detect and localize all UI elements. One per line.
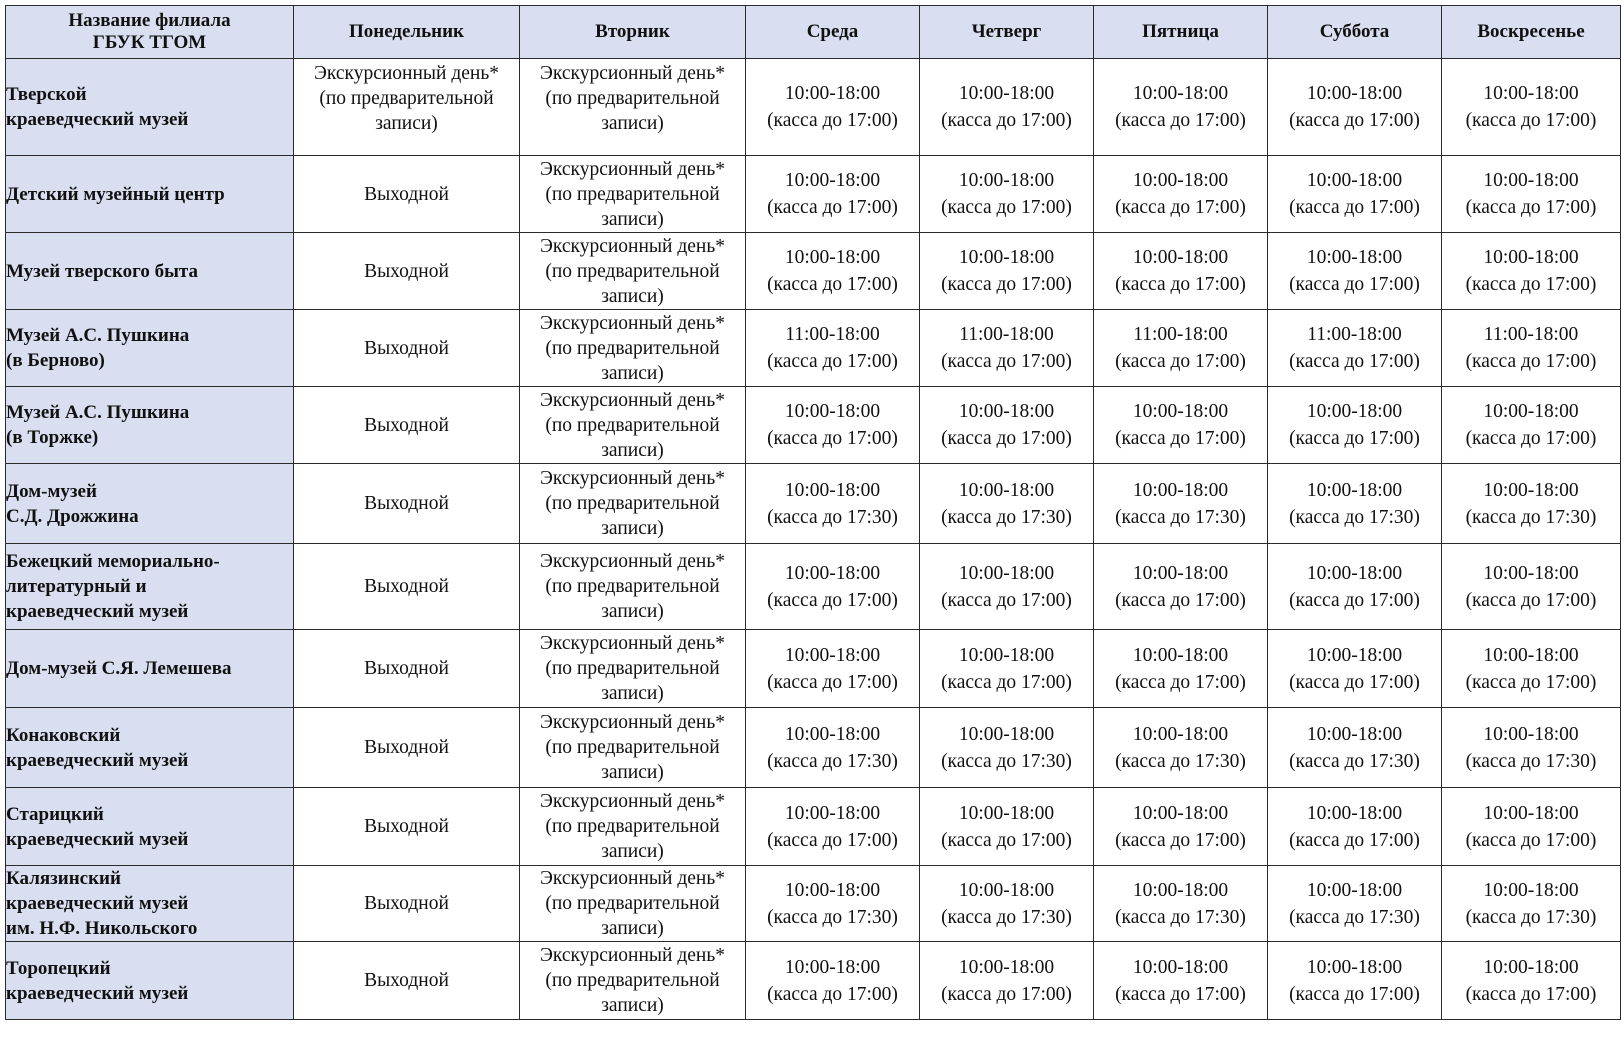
table-row [6,233,1621,310]
cell-saturday: 10:00-18:00 (касса до 17:30) [1268,464,1442,544]
cell-wednesday: 10:00-18:00 (касса до 17:00) [746,942,920,1020]
cell-saturday: 10:00-18:00 (касса до 17:30) [1268,708,1442,788]
cell-wednesday: 11:00-18:00 (касса до 17:00) [746,310,920,387]
cell-thursday: 10:00-18:00 (касса до 17:30) [920,708,1094,788]
cell-wednesday: 10:00-18:00 (касса до 17:00) [746,59,920,156]
cell-saturday: 10:00-18:00 (касса до 17:30) [1268,866,1442,942]
cell-sunday: 10:00-18:00 (касса до 17:00) [1442,942,1621,1020]
table-row [6,544,1621,630]
table-row [6,310,1621,387]
cell-thursday: 10:00-18:00 (касса до 17:00) [920,544,1094,630]
table-row [6,464,1621,544]
branch-name: Конаковский краеведческий музей [6,708,294,788]
cell-friday: 10:00-18:00 (касса до 17:30) [1094,708,1268,788]
cell-sunday: 10:00-18:00 (касса до 17:00) [1442,544,1621,630]
cell-thursday: 10:00-18:00 (касса до 17:00) [920,630,1094,708]
branch-name: Калязинский краеведческий музей им. Н.Ф. Никольского [6,866,294,942]
cell-saturday: 10:00-18:00 (касса до 17:00) [1268,544,1442,630]
cell-wednesday: 10:00-18:00 (касса до 17:30) [746,866,920,942]
cell-wednesday: 10:00-18:00 (касса до 17:30) [746,464,920,544]
cell-tuesday: Экскурсионный день* (по предварительной записи) [520,630,746,708]
cell-tuesday: Экскурсионный день* (по предварительной записи) [520,156,746,233]
cell-thursday: 10:00-18:00 (касса до 17:00) [920,942,1094,1020]
cell-wednesday: 10:00-18:00 (касса до 17:00) [746,630,920,708]
cell-saturday: 11:00-18:00 (касса до 17:00) [1268,310,1442,387]
cell-monday: Выходной [294,630,520,708]
branch-name: Торопецкий краеведческий музей [6,942,294,1020]
cell-monday: Выходной [294,708,520,788]
cell-friday: 10:00-18:00 (касса до 17:30) [1094,866,1268,942]
header-sunday: Воскресенье [1442,6,1621,59]
cell-friday: 10:00-18:00 (касса до 17:00) [1094,942,1268,1020]
schedule-sheet [5,5,1621,1020]
cell-thursday: 11:00-18:00 (касса до 17:00) [920,310,1094,387]
cell-monday: Выходной [294,942,520,1020]
cell-tuesday: Экскурсионный день* (по предварительной записи) [520,544,746,630]
cell-monday: Выходной [294,866,520,942]
cell-sunday: 11:00-18:00 (касса до 17:00) [1442,310,1621,387]
branch-name: Музей А.С. Пушкина (в Берново) [6,310,294,387]
cell-wednesday: 10:00-18:00 (касса до 17:00) [746,156,920,233]
branch-name: Музей А.С. Пушкина (в Торжке) [6,387,294,464]
cell-saturday: 10:00-18:00 (касса до 17:00) [1268,156,1442,233]
table-row [6,156,1621,233]
schedule-body [6,59,1621,1020]
cell-monday: Выходной [294,544,520,630]
cell-monday: Экскурсионный день* (по предварительной записи) [294,59,520,156]
header-monday: Понедельник [294,6,520,59]
cell-wednesday: 10:00-18:00 (касса до 17:30) [746,708,920,788]
header-thursday: Четверг [920,6,1094,59]
header-saturday: Суббота [1268,6,1442,59]
cell-tuesday: Экскурсионный день* (по предварительной записи) [520,310,746,387]
cell-tuesday: Экскурсионный день* (по предварительной записи) [520,387,746,464]
cell-sunday: 10:00-18:00 (касса до 17:00) [1442,788,1621,866]
table-row [6,788,1621,866]
header-wednesday: Среда [746,6,920,59]
branch-name: Музей тверского быта [6,233,294,310]
cell-wednesday: 10:00-18:00 (касса до 17:00) [746,544,920,630]
cell-thursday: 10:00-18:00 (касса до 17:00) [920,788,1094,866]
header-tuesday: Вторник [520,6,746,59]
cell-friday: 10:00-18:00 (касса до 17:00) [1094,387,1268,464]
cell-sunday: 10:00-18:00 (касса до 17:00) [1442,156,1621,233]
cell-tuesday: Экскурсионный день* (по предварительной записи) [520,59,746,156]
cell-friday: 10:00-18:00 (касса до 17:30) [1094,464,1268,544]
branch-name: Детский музейный центр [6,156,294,233]
cell-monday: Выходной [294,464,520,544]
cell-thursday: 10:00-18:00 (касса до 17:30) [920,866,1094,942]
cell-saturday: 10:00-18:00 (касса до 17:00) [1268,387,1442,464]
cell-tuesday: Экскурсионный день* (по предварительной записи) [520,788,746,866]
table-row [6,708,1621,788]
cell-sunday: 10:00-18:00 (касса до 17:00) [1442,387,1621,464]
cell-saturday: 10:00-18:00 (касса до 17:00) [1268,233,1442,310]
cell-friday: 10:00-18:00 (касса до 17:00) [1094,233,1268,310]
branch-name: Старицкий краеведческий музей [6,788,294,866]
cell-saturday: 10:00-18:00 (касса до 17:00) [1268,788,1442,866]
cell-sunday: 10:00-18:00 (касса до 17:30) [1442,708,1621,788]
cell-sunday: 10:00-18:00 (касса до 17:30) [1442,866,1621,942]
cell-sunday: 10:00-18:00 (касса до 17:00) [1442,59,1621,156]
branch-name: Дом-музей С.Я. Лемешева [6,630,294,708]
cell-friday: 10:00-18:00 (касса до 17:00) [1094,59,1268,156]
schedule-table [5,5,1621,1020]
cell-wednesday: 10:00-18:00 (касса до 17:00) [746,387,920,464]
cell-tuesday: Экскурсионный день* (по предварительной записи) [520,464,746,544]
cell-monday: Выходной [294,310,520,387]
cell-saturday: 10:00-18:00 (касса до 17:00) [1268,59,1442,156]
header-branch: Название филиала ГБУК ТГОМ [6,6,294,59]
table-row [6,942,1621,1020]
cell-thursday: 10:00-18:00 (касса до 17:30) [920,464,1094,544]
branch-name: Тверской краеведческий музей [6,59,294,156]
cell-friday: 10:00-18:00 (касса до 17:00) [1094,630,1268,708]
cell-wednesday: 10:00-18:00 (касса до 17:00) [746,233,920,310]
table-row [6,866,1621,942]
cell-monday: Выходной [294,233,520,310]
cell-tuesday: Экскурсионный день* (по предварительной записи) [520,233,746,310]
branch-name: Бежецкий мемориально- литературный и краеведческий музей [6,544,294,630]
cell-saturday: 10:00-18:00 (касса до 17:00) [1268,630,1442,708]
header-friday: Пятница [1094,6,1268,59]
cell-friday: 10:00-18:00 (касса до 17:00) [1094,156,1268,233]
cell-tuesday: Экскурсионный день* (по предварительной записи) [520,942,746,1020]
cell-friday: 10:00-18:00 (касса до 17:00) [1094,788,1268,866]
header-row [6,6,1621,59]
cell-friday: 11:00-18:00 (касса до 17:00) [1094,310,1268,387]
cell-monday: Выходной [294,156,520,233]
cell-thursday: 10:00-18:00 (касса до 17:00) [920,387,1094,464]
cell-wednesday: 10:00-18:00 (касса до 17:00) [746,788,920,866]
cell-sunday: 10:00-18:00 (касса до 17:00) [1442,233,1621,310]
cell-sunday: 10:00-18:00 (касса до 17:30) [1442,464,1621,544]
cell-monday: Выходной [294,788,520,866]
table-row [6,630,1621,708]
cell-thursday: 10:00-18:00 (касса до 17:00) [920,156,1094,233]
cell-sunday: 10:00-18:00 (касса до 17:00) [1442,630,1621,708]
table-row [6,59,1621,156]
cell-tuesday: Экскурсионный день* (по предварительной записи) [520,866,746,942]
cell-thursday: 10:00-18:00 (касса до 17:00) [920,59,1094,156]
table-row [6,387,1621,464]
cell-monday: Выходной [294,387,520,464]
cell-saturday: 10:00-18:00 (касса до 17:00) [1268,942,1442,1020]
branch-name: Дом-музей С.Д. Дрожжина [6,464,294,544]
cell-tuesday: Экскурсионный день* (по предварительной записи) [520,708,746,788]
cell-thursday: 10:00-18:00 (касса до 17:00) [920,233,1094,310]
cell-friday: 10:00-18:00 (касса до 17:00) [1094,544,1268,630]
